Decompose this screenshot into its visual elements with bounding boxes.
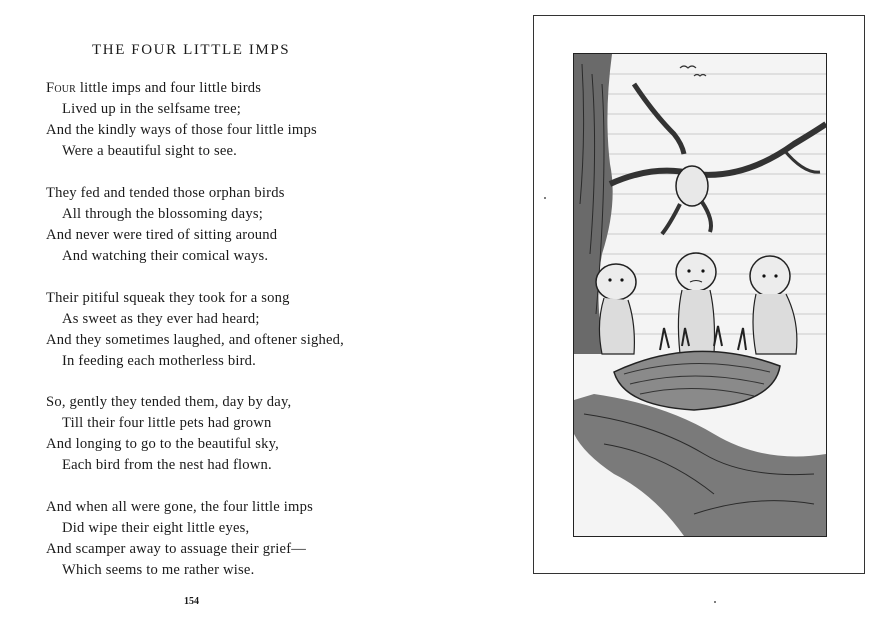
stanza-3 <box>46 288 416 372</box>
stanza-2 <box>46 183 416 267</box>
right-page <box>440 0 877 617</box>
poem-line: They fed and tended those orphan birds <box>46 185 285 201</box>
ink-speck <box>544 197 546 199</box>
engraving-image <box>574 54 826 536</box>
page-number: 154 <box>184 596 199 607</box>
poem-line: Which seems to me rather wise. <box>62 562 255 578</box>
poem-line: As sweet as they ever had heard; <box>62 311 260 327</box>
poem-line: And scamper away to assuage their grief— <box>46 541 307 557</box>
ink-speck <box>714 601 716 603</box>
line-text: little imps and four little birds <box>76 80 262 96</box>
distant-birds <box>680 66 706 76</box>
poem-line: Till their four little pets had grown <box>62 415 272 431</box>
poem-line: Their pitiful squeak they took for a song <box>46 290 290 306</box>
stanza-1 <box>46 78 416 162</box>
imp-left <box>596 264 636 354</box>
imps-illustration <box>573 53 827 537</box>
poem-line: And when all were gone, the four little imps <box>46 499 313 515</box>
poem-line: And they sometimes laughed, and oftener sighed, <box>46 332 344 348</box>
imp-right <box>750 256 797 354</box>
poem-line: And longing to go to the beautiful sky, <box>46 436 280 452</box>
hanging-imp <box>634 84 711 234</box>
poem-line: And watching their comical ways. <box>62 248 269 264</box>
twig <box>784 150 820 172</box>
poem-line: Did wipe their eight little eyes, <box>62 520 250 536</box>
stanza-4 <box>46 392 416 476</box>
poem-line <box>46 78 416 99</box>
drop-word: Four <box>46 80 77 96</box>
lower-branch <box>574 394 826 536</box>
stanza-5 <box>46 497 416 581</box>
poem-line: All through the blossoming days; <box>62 206 263 222</box>
poem-line: And the kindly ways of those four little imps <box>46 122 317 138</box>
poem-title: THE FOUR LITTLE IMPS <box>92 42 291 58</box>
poem-line: In feeding each motherless bird. <box>62 353 257 369</box>
poem-line: Each bird from the nest had flown. <box>62 457 272 473</box>
poem-line: And never were tired of sitting around <box>46 227 278 243</box>
poem-line: So, gently they tended them, day by day, <box>46 394 292 410</box>
imp-center <box>676 253 716 354</box>
poem-line: Lived up in the selfsame tree; <box>62 101 242 117</box>
poem-line: Were a beautiful sight to see. <box>62 143 238 159</box>
